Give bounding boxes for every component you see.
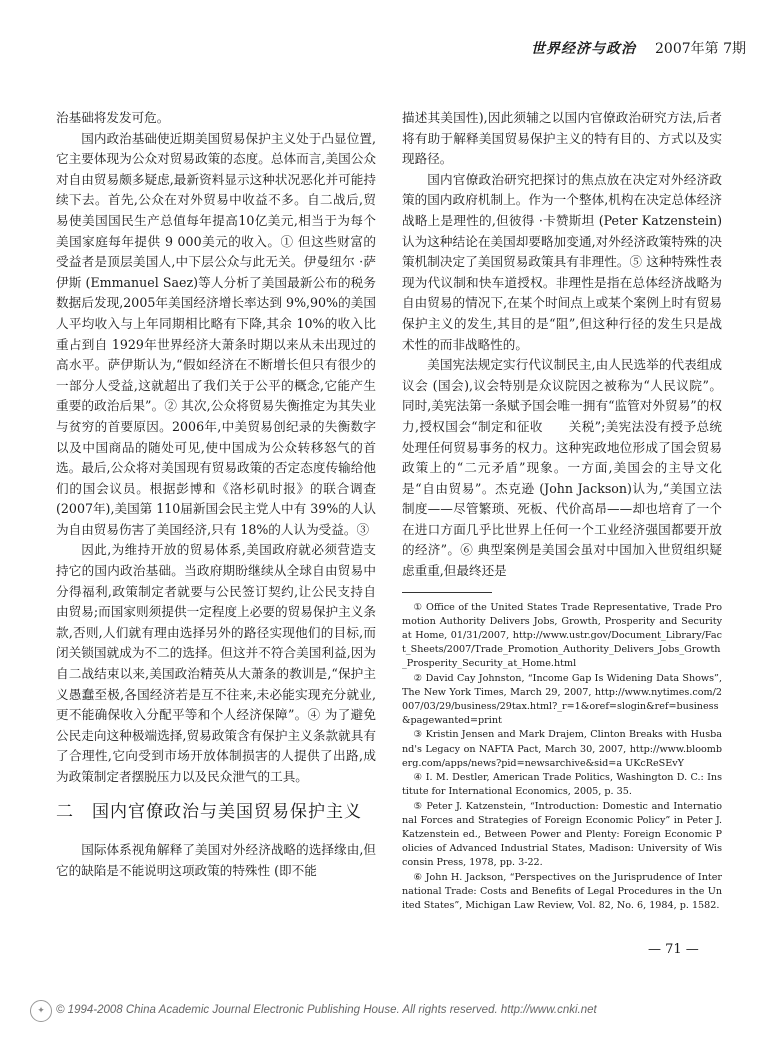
copyright-notice: © 1994-2008 China Academic Journal Electronic Publishing House. All rights reserved. http://www.cnki.net [56,1004,597,1016]
page-number: — 71 — [648,942,699,957]
paragraph: 国内官僚政治研究把探讨的焦点放在决定对外经济政策的国内政府机制上。作为一个整体,机构在决定总体经济战略上是理性的,但彼得 ·卡赞斯坦 (Peter Katzenstein)认为这种结论在美国却要略加变通,对外经济政策特殊的决策机制决定了美国贸易政策具有非理性。⑤ 这种特殊性表现为代议制和快车道授权。非理性是指在总体经济战略为自由贸易的情况下,在某个时间点上或某个案例上时有贸易保护主义的发生,其目的是“阻”,但这种行径的发生只是战术性的而非战略性的。 [402,171,722,352]
footnotes [402,601,722,913]
section-heading: 二 国内官僚政治与美国贸易保护主义 [56,801,362,822]
page-header [56,30,746,100]
footnote: ③ Kristin Jensen and Mark Drajem, Clinton Breaks with Husband's Legacy on NAFTA Pact, March 30, 2007, http://www.bloomberg.com/apps/news?pid=newsarchive&sid=a UKcReSEvY [402,729,722,769]
paragraph: 美国宪法规定实行代议制民主,由人民选举的代表组成议会 (国会),议会特别是众议院因之被称为“人民议院”。同时,美宪法第一条赋予国会唯一拥有“监管对外贸易”的权力,授权国会“制定和征收 关税”;美宪法没有授予总统处理任何贸易事务的权力。这种宪政地位形成了国会贸易政策上的“二元矛盾”现象。一方面,美国会的主导文化是“自由贸易”。杰克逊 (John Jackson)认为,“美国立法制度——尽管繁琐、死板、代价高昂——却也培育了一个在进口方面几乎比世界上任何一个工业经济强国都要开放的经济”。⑥ 典型案例是美国会虽对中国加入世贸组织疑虑重重,但最终还是 [402,357,722,579]
footnote: ⑤ Peter J. Katzenstein, “Introduction: Domestic and International Forces and Strategies of Foreign Economic Policy” in Peter J. Katzenstein ed., Between Power and Plenty: Foreign Economic Policies of Advanced Industrial States, Madison: University of Wisconsin Press, 1978, pp. 3-22. [402,800,722,869]
issue-label: 2007年第 7期 [655,41,746,57]
footnote: ⑥ John H. Jackson, “Perspectives on the Jurisprudence of International Trade: Costs and Benefits of Legal Procedures in the United States”, Michigan Law Review, Vol. 82, No. 6, 1984, p. 1582. [402,871,722,911]
paragraph: 描述其美国性),因此须辅之以国内官僚政治研究方法,后者将有助于解释美国贸易保护主义的特有目的、方式以及实现路径。 [402,110,722,167]
paragraph: 因此,为维持开放的贸易体系,美国政府就必须营造支持它的国内政治基础。当政府期盼继续从全球自由贸易中分得福利,政策制定者就要与公民签订契约,让公民支持自由贸易;而国家则须提供一定程度上必要的贸易保护主义条款,否则,人们就有理由选择另外的路径实现他们的目标,而闭关锁国就成为不二的选择。但这并不符合美国利益,因为自二战结束以来,美国政治精英从大萧条的教训是,“保护主义愚蠢至极,各国经济若是互不往来,未必能实现充分就业,更不能确保收入分配平等和个人经济保障”。④ 为了避免公民走向这种极端选择,贸易政策含有保护主义条款就具有了合理性,它向受到市场开放体制损害的人提供了出路,成为政策制定者摆脱压力以及民众泄气的工具。 [56,542,376,784]
cnki-logo-icon: ✦ [30,1000,52,1022]
footnote: ④ I. M. Destler, American Trade Politics, Washington D. C.: Institute for International Economics, 2005, p. 35. [402,772,722,798]
left-column [56,108,376,881]
paragraph: 国内政治基础使近期美国贸易保护主义处于凸显位置,它主要体现为公众对贸易政策的态度。总体而言,美国公众对自由贸易颇多疑虑,最新资料显示这种状况恶化并可能持续下去。首先,公众在对外贸易中收益不多。自二战后,贸易使美国国民生产总值每年提高10亿美元,相当于为每个美国家庭每年提供 9 000美元的收入。① 但这些财富的受益者是顶层美国人,中下层公众与此无关。伊曼纽尔 ·萨伊斯 (Emmanuel Saez)等人分析了美国最新公布的税务数据后发现,2005年美国经济增长率达到 9%,90%的美国人平均收入与上年同期相比略有下降,其余 10%的收入比重占到自 1929年世界经济大萧条时期以来从未出现过的高水平。萨伊斯认为,“假如经济在不断增长但只有很少的一部分人受益,这就超出了我们关于公平的概念,它能产生重要的政治后果”。② 其次,公众将贸易失衡推定为其失业与贫穷的首要原因。2006年,中美贸易创纪录的失衡数字以及中国商品的随处可见,使中国成为公众转移怒气的首选。最后,公众将对美国现有贸易政策的否定态度传输给他们的国会议员。根据彭博和《洛杉矶时报》的联合调查 (2007年),美国第 110届新国会民主党人中有 39%的人认为自由贸易伤害了美国经济,只有 18%的人认为受益。③ [56,130,377,537]
footnote: ② David Cay Johnston, “Income Gap Is Widening Data Shows”, The New York Times, March 29, 2007, http://www.nytimes.com/2007/03/29/business/29tax.html?_r=1&oref=slogin&ref=business&pagewanted=print [402,672,722,727]
journal-title: 世界经济与政治 [531,41,636,57]
footnote: ① Office of the United States Trade Representative, Trade Promotion Authority Delivers Jobs, Growth, Prosperity and Security at Home, 01/31/2007, http://www.ustr.gov/Document_Library/Fact_Sheets/2007/Trade_Promotion_Authority_Delivers_Jobs_Growth_Prosperity_Security_at_Home.html [402,601,722,670]
paragraph: 国际体系视角解释了美国对外经济战略的选择缘由,但它的缺陷是不能说明这项政策的特殊性 (即不能 [56,842,376,878]
paragraph: 治基础将发发可危。 [56,110,170,125]
footnote-divider [402,592,492,593]
right-column [402,108,722,913]
